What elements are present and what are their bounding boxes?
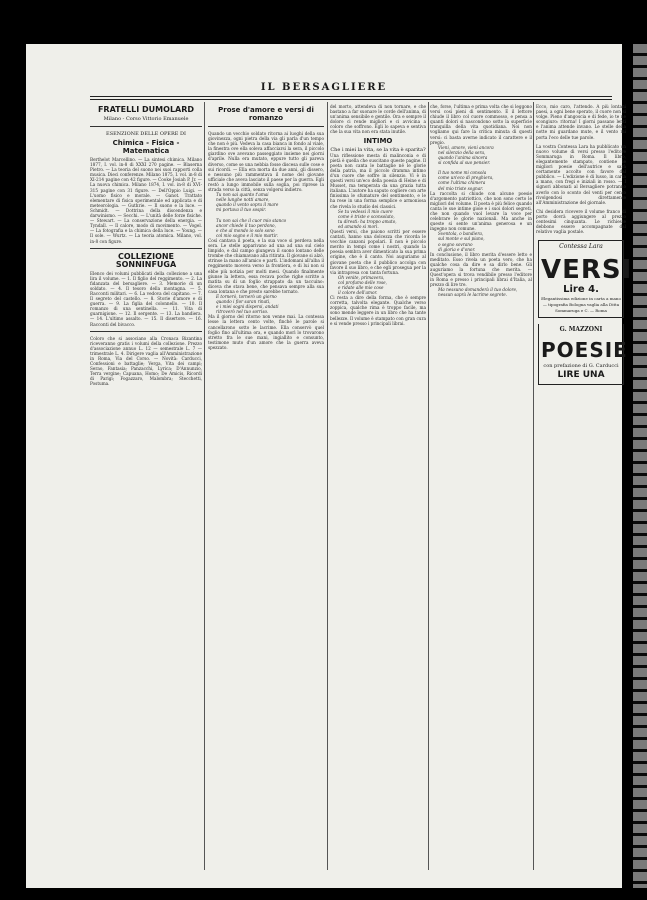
poem-6: Sventola, o bandiera, sul monte e sul piano, o segno sovrano di gloria e d'onor. — [438, 231, 485, 252]
poem-4: Oh venite, primavera, col profumo delle rose, e ridate alle mie cose il colore dell'amor. — [338, 274, 387, 296]
column-rule — [428, 102, 429, 870]
section-subtitle: INTIMO — [363, 136, 393, 145]
catalog-title: Chimica - Fisica - Matematica — [112, 139, 180, 155]
publisher-name: FRATELLI DUMOLARD — [97, 105, 195, 114]
column-text: che, forse, l'ultima e prima volta che si leggono versi così pieni di sentimento. E il lettore chiude il libro col cuore commosso, e pensa a quanti dolori si nascondono sotto la superficie tranquilla della vita quotidiana. Noi non vogliamo qui fare la critica minuta di questi versi: ci basta averne indicato il carattere e il pregio. — [430, 104, 532, 145]
catalog-label: ESENZIONE DELLE OPERE DI — [106, 131, 186, 137]
epigraph: Che i miei la vita, se la vita è sparita? — [330, 146, 426, 153]
publisher-address: Milano - Corso Vittorio Emanuele — [103, 116, 189, 122]
ad-title: POESIE — [541, 338, 628, 363]
poem-3: Se tu vedessi il mio cuore come è triste e sconsolato, tu diresti: ha troppo amato, ed amando si morì. — [338, 208, 397, 229]
column-text-3: Questi versi, che paiono scritti per essere cantati, hanno una dolcezza che ricorda le vecchie canzoni popolari. E non è piccolo merito in tempi come i nostri, quando la poesia sembra aver dimenticato la sua prima origine, che è il canto. Noi auguriamo al giovane poeta che il pubblico accolga con favore il suo libro, e che egli prosegua per la via intrapresa con tanta fortuna. — [330, 228, 426, 275]
newspaper-page — [26, 44, 633, 888]
header-rule-2 — [90, 99, 612, 100]
poem-5: Vieni, amore, vieni ancora nel silenzio della sera, quando l'anima sincera si confida al suo pensier. Il tuo nome mi consola come un'eco di preghiera, come l'ultima chimera del mio triste sognar. — [438, 144, 494, 191]
ad-price: LIRE UNA — [557, 370, 605, 381]
ad-author: Contessa Lara — [559, 243, 603, 251]
ad-author: G. MAZZONI — [559, 326, 603, 334]
column-intimo — [330, 104, 426, 870]
column-text-3: In conclusione, il libro merita d'essere letto e meditato. Esso rivela un poeta vero, che ha qualche cosa da dire e sa dirlo bene. Gli auguriamo la fortuna che merita. — Quest'opera si trova vendibile presso l'editore in Roma e presso i principali librai d'Italia, al prezzo di lire tre. — [430, 251, 532, 288]
section-title: COLLEZIONE SONNINFUGA — [115, 251, 177, 269]
catalog-text: Berthelot Marcellino. — La sintesi chimica. Milano 1877, I. vol. in-8 di XXXI 270 pagine. — Blaserna Pietro. — La teoria del suono nei suoi rapporti colla musica. Dieci conferenze. Milano 1875, I. vol. in-8 di XI-214 pagine con 42 figure. — Cooke Josiah P. Jr. — La nuova chimica. Milano 1874, I. vol. in-8 di XVI-315 pagine con 31 figure. — Dell'Oppio Luigi. — L'uomo fisico e morale. — Ganot. Trattato elementare di fisica sperimentale ed applicata e di meteorologia. — Guthrie. — Il suono e la luce. — Schmidt. — Dottrina della discendenza e darwinismo. — Secchi. — L'unità delle forze fisiche. — Stewart. — La conservazione della energia. — Tyndall. — Il calore, modo di movimento. — Vogel. — La fotografia e la chimica della luce. — Young. — Il sole. — Wurtz. — La teoria atomica. Milano, vol. in-8 con figure. — [90, 157, 202, 244]
column-text-2: Una riflessione mesta di malinconia e di pietà è quella che suscitano queste pagine. Il poeta non canta le battaglie né le glorie della patria, ma il piccolo dramma intimo d'un cuore che soffre in silenzio. Vi è in questi versi un'eco della poesia di Heine e di Musset, ma temperata da una grazia tutta italiana. L'autore ha saputo cogliere con arte finissima le sfumature del sentimento, e le ha rese in una forma semplice e armoniosa che rivela lo studio dei classici. — [330, 152, 426, 209]
collection-list: Elenco dei volumi pubblicati della collezione a una lira il volume. — 1. Il figlio del reggimento. — 2. La fidanzata del bersagliere. — 3. Memorie di un soldato. — 4. Il tesoro della montagna. — 5. Racconti militari. — 6. La vedova del capitano. — 7. Il segreto del castello. — 8. Storie d'amore e di guerra. — 9. La figlia del colonnello. — 10. Il romanzo di una sentinella. — 11. Vita di guarnigione. — 12. Il sergente. — 13. La bandiera. — 14. L'ultimo assalto. — 15. Il disertore. — 16. Racconti del bivacco. — [90, 270, 202, 327]
column-notices — [536, 104, 633, 870]
page-edge — [633, 44, 647, 888]
ad-details: Elegantissima edizione in carta a mano — tipografia Bologna vaglia alla Ditta Sommaruga e C. — Roma — [541, 296, 621, 314]
column-prose — [208, 104, 324, 870]
book-advertisement-2 — [538, 324, 628, 385]
column-review — [430, 104, 532, 870]
column-text-2: La raccolta si chiude con alcune poesie d'argomento patriottico, che non sono certo le migliori del volume. Il poeta è più felice quando canta le sue intime gioie e i suoi dolori segreti, che non quando vuol levare la voce per celebrare le glorie nazionali. Ma anche in queste si sente un'anima generosa e un ingegno non comune. — [430, 190, 532, 232]
column-text: Ecco, mio caro, l'attendo. A più lontani paesi, a ogni bene sperato, il cuore non si volge. Pieno d'angoscia e di fede, io te ne scongiuro: ritorna! I giorni passano lenti e l'anima attende invano. Le stelle della notte mi guardano mute, e il vento mi porta l'eco delle tue parole. — [536, 104, 626, 140]
article-body: Quando un vecchio soldato ritorna ai luoghi della sua giovinezza, ogni pietra della via gli parla d'un tempo che non è più. Vedeva la casa bianca in fondo al viale, la finestra ove ella soleva affacciarsi la sera, il piccolo giardino ove avevano passeggiato insieme nei giorni d'aprile. Nulla era mutato, eppure tutto gli pareva diverso, come se una nebbia fosse discesa sulle cose e sui ricordi. — Ella era morta da due anni, gli dissero, e nessuno più rammentava il nome del giovane ufficiale che aveva lasciato il paese per la guerra. Egli restò a lungo immobile sulla soglia, poi riprese la strada verso la città, senza volgersi indietro. — [208, 131, 324, 193]
poem-2: E tornerò, tornerò un giorno quando i fior saran rinati, e i miei sogni dispersi, andati ritroverò nel tuo sorriso. — [216, 294, 279, 315]
ad-subtitle: con prefazione di G. Carducci — [543, 363, 619, 370]
article-title: Prose d'amore e versi di romanzo — [218, 106, 314, 122]
book-advertisement — [538, 240, 633, 318]
column-advertisements — [90, 104, 202, 870]
poem: Tu non sai quanto t'amai nelle lunghe notti amare, quando il vento sopra il mare mi portava il tuo sospir. Tu non sai che il cuor mio stanco ancor chiede il tuo perdono, e che al mondo io solo sono col mio sogno e il mio martir. — [216, 192, 287, 238]
subscription-notice: Coloro che si associano alla Cronaca Bizantina riceveranno gratis i volumi della collezione. Prezzo d'associazione annuo L. 12 — semestrale L. 7 — trimestrale L. 4. Dirigere vaglia all'Amministrazione in Roma, Via del Corso. — Novità: Carducci, Confessioni e battaglie; Verga, Vita dei campi; Serao, Fantasia; Panzacchi, Lyrica; D'Annunzio, Terra vergine; Capuana, Homo; De Amicis, Ricordi di Parigi; Fogazzaro, Malombra; Stecchetti, Postuma. — [90, 335, 202, 387]
column-rule — [204, 102, 205, 870]
ad-price: Lire 4. — [563, 284, 599, 296]
column-text-4: Ci resta a dire della forma, che è sempre corretta, talvolta elegante. Qualche verso zoppica, qualche rima è troppo facile, ma sono mende leggere in un libro che ha tante bellezze. Il volume è stampato con gran cura e si vende presso i principali librai. — [330, 295, 426, 326]
column-text: del morto, attendeva di non tornare, e che bastano a far suonare le corde dell'anima, di un'anima sensibile e gentile. Ora e sempre il dolore ci rende migliori e ci avvicina a coloro che soffrono. Egli lo sapeva e sentiva che la sua vita non era stata inutile. — [330, 104, 426, 135]
poem-7: Ma nessuno domanderà il tuo dolore, nessun saprà le lacrime segrete. — [438, 287, 518, 298]
article-body-3: Ma il giorno del ritorno non venne mai. La contessa lesse la lettera cento volte, finché le parole si cancellarono sotto le lacrime. Ella conservò quel foglio fino all'ultima ora, e quando morì lo trovarono stretto fra le sue mani, ingiallito e consunto, testimone muto d'un amore che la guerra aveva spezzato. — [208, 314, 324, 350]
column-text-2: La vostra Contessa Lara ha pubblicato un nuovo volume di versi presso l'editore Sommaruga in Roma. Il libro, elegantemente stampato, contiene le migliori poesie dell'autrice e sarà certamente accolto con favore dal pubblico. — L'edizione è di lusso, in carta a mano, con fregi e iniziali in rosso. — I signori abbonati al Bersagliere potranno averlo con lo sconto del venti per cento rivolgendosi direttamente all'Amministrazione del giornale. — [536, 143, 626, 205]
masthead: IL BERSAGLIERE — [260, 82, 388, 93]
header-rule — [90, 96, 612, 97]
column-rule — [533, 102, 534, 870]
column-rule — [327, 102, 328, 870]
ad-title: VERSI — [541, 255, 633, 286]
article-body-2: Così cantava il poeta, e la sua voce si perdeva nella sera. Le stelle apparivano ad una ad una sul cielo limpido, e dal campo giungeva il suono lontano delle trombe che chiamavano alla ritirata. Il giovane si alzò, strinse la mano all'amico e partì. L'indomani all'alba il reggimento moveva verso la frontiera, e di lui non si ebbe più notizia per molti mesi. Quando finalmente giunse la lettera, essa recava poche righe scritte a matita su di un foglio strappato da un taccuino: diceva che stava bene, che pensava sempre alla sua casa lontana e che presto sarebbe tornato. — [208, 237, 324, 294]
column-text-3: Chi desidera ricevere il volume franco di porto dovrà aggiungere al prezzo centesimi cinquanta. Le richieste debbono essere accompagnate dal relativo vaglia postale. — [536, 208, 626, 235]
